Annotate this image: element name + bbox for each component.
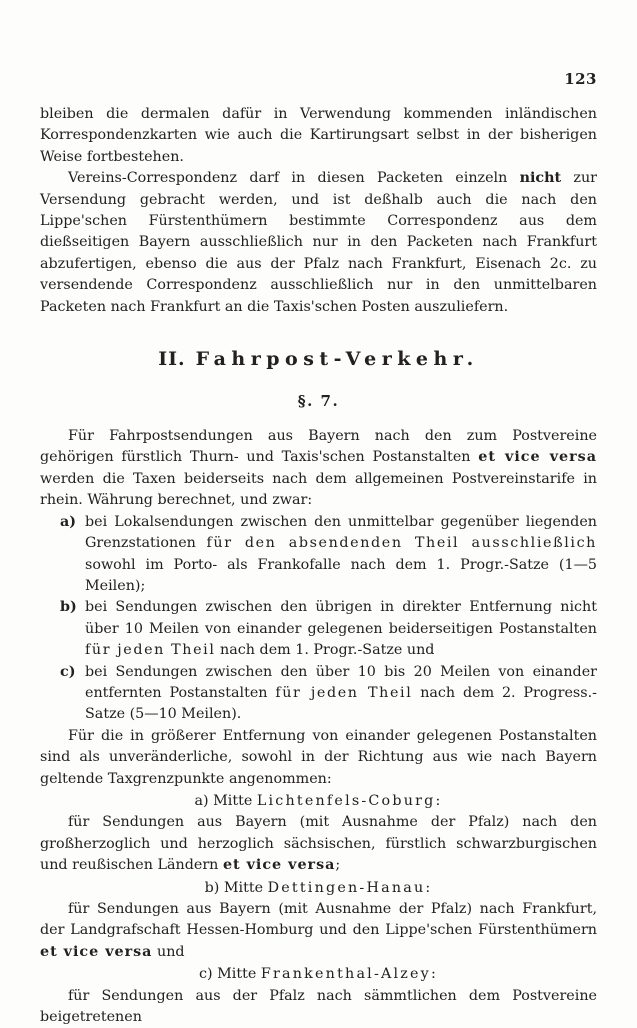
paragraph-continuation-text: bleiben die dermalen dafür in Verwendung kommenden inländischen Korrespondenzkarten wie auch die Kartirungsart selbst in der bisherigen Weise fortbestehen. bbox=[40, 106, 597, 165]
list-item-c-part2: nach dem 2. Progress.-Satze (5—10 Meilen). bbox=[85, 684, 597, 723]
list-item-a-label: a) bbox=[60, 513, 77, 530]
paragraph-4-text: Für die in größerer Entfernung von einander gelegenen Postanstalten sind als unveränderliche, sowohl in der Richtung aus wie nach Bayern geltende Taxgrenzpunkte angenommen: bbox=[40, 727, 597, 787]
paragraph-2-part2: zur Versendung gebracht werden, und ist deßhalb auch die nach den Lippe'schen Fürstenthümern bestimmte Correspondenz aus dem dießseitigen Bayern ausschließlich nur in den Packeten nach Frankfurt abzufertigen, ebenso die aus der Pfalz nach Frankfurt, Eisenach 2c. zu versendende Correspondenz ausschließlich nur in den unmittelbaren Packeten nach Frankfurt an die Taxis'schen Posten auszuliefern. bbox=[40, 170, 598, 315]
taxpoint-c-body-part1: für Sendungen aus der Pfalz nach sämmtlichen dem Postvereine beigetretenen bbox=[40, 987, 597, 1026]
paragraph-2-part1: Vereins-Correspondenz darf in diesen Packeten einzeln bbox=[68, 170, 520, 187]
taxpoint-a-body-part2: ; bbox=[335, 857, 341, 874]
taxpoint-b-heading bbox=[40, 878, 597, 899]
chapter-heading bbox=[40, 348, 597, 370]
list-item-c-label: c) bbox=[60, 663, 76, 680]
taxpoint-c-body bbox=[40, 986, 597, 1028]
taxpoint-b-body-part1: für Sendungen aus Bayern (mit Ausnahme der Pfalz) nach Frankfurt, der Landgrafschaft Hessen-Homburg und den Lippe'schen Fürstenthümern bbox=[40, 901, 597, 939]
paragraph-taxgrenzpunkte bbox=[40, 726, 597, 790]
paragraph-3-part2: werden die Taxen beiderseits nach dem allgemeinen Postvereinstarife in rhein. Währung berechnet, und zwar: bbox=[40, 470, 597, 509]
taxpoint-a-name: Lichtenfels-Coburg: bbox=[256, 792, 443, 809]
paragraph-3-latin: et vice versa bbox=[478, 449, 597, 466]
list-item-c bbox=[40, 662, 597, 726]
paragraph-vereins-correspondenz bbox=[40, 168, 597, 318]
taxpoint-a-body bbox=[40, 812, 597, 876]
taxpoint-a-body-part1: für Sendungen aus Bayern (mit Ausnahme der Pfalz) nach den großherzoglich und herzoglich sächsischen, fürstlich schwarzburgischen und reußischen Ländern bbox=[40, 814, 597, 874]
list-item-c-part1: bei Sendungen zwischen den über 10 bis 20 Meilen von einander entfernten Postanstalten bbox=[85, 663, 597, 701]
taxpoint-c-prefix: c) Mitte bbox=[199, 966, 261, 983]
list-item-b-part1: bei Sendungen zwischen den übrigen in direkter Entfernung nicht über 10 Meilen von einander gelegenen beiderseitigen Postanstalten bbox=[85, 599, 597, 637]
taxpoint-a-prefix: a) Mitte bbox=[194, 792, 257, 809]
paragraph-2-emphasis: nicht bbox=[519, 170, 562, 187]
list-item-a-part1: bei Lokalsendungen zwischen den unmittelbar gegenüber liegenden Grenzstationen bbox=[85, 513, 597, 552]
list-item-a-spaced: für den absendenden Theil ausschließlich bbox=[206, 535, 597, 552]
list-item-a bbox=[40, 512, 597, 598]
taxpoint-c-name: Frankenthal-Alzey: bbox=[260, 966, 438, 983]
taxpoint-a-body-latin: et vice versa bbox=[222, 857, 336, 874]
taxpoint-b-name: Dettingen-Hanau: bbox=[267, 879, 433, 896]
taxpoint-a-heading bbox=[40, 791, 597, 812]
list-item-b-part2: nach dem 1. Progr.-Satze und bbox=[215, 642, 435, 659]
list-item-a-part2: sowohl im Porto- als Frankofalle nach dem 1. Progr.-Satze (1—5 Meilen); bbox=[85, 556, 597, 594]
list-item-b-label: b) bbox=[60, 599, 77, 616]
list-item-c-spaced: für jeden Theil bbox=[275, 684, 413, 701]
paragraph-continuation bbox=[40, 104, 597, 168]
list-item-b bbox=[40, 597, 597, 661]
taxpoint-c-heading bbox=[40, 964, 597, 985]
taxpoint-b-prefix: b) Mitte bbox=[204, 879, 268, 896]
paragraph-3-part1: Für Fahrpostsendungen aus Bayern nach den zum Postvereine gehörigen fürstlich Thurn- und Taxis'schen Postanstalten bbox=[40, 428, 597, 466]
paragraph-mark: §. 7. bbox=[297, 392, 340, 411]
taxpoint-b-body-latin: et vice versa bbox=[40, 943, 153, 960]
page-number: 123 bbox=[564, 70, 597, 88]
taxpoint-b-body-part2: und bbox=[152, 943, 185, 960]
taxpoint-b-body bbox=[40, 899, 597, 963]
list-item-b-spaced: für jeden Theil bbox=[85, 642, 216, 659]
chapter-title: Fahrpost-Verkehr. bbox=[195, 348, 479, 371]
paragraph-fahrpostsendungen bbox=[40, 426, 597, 512]
chapter-numeral: II. bbox=[158, 348, 186, 371]
